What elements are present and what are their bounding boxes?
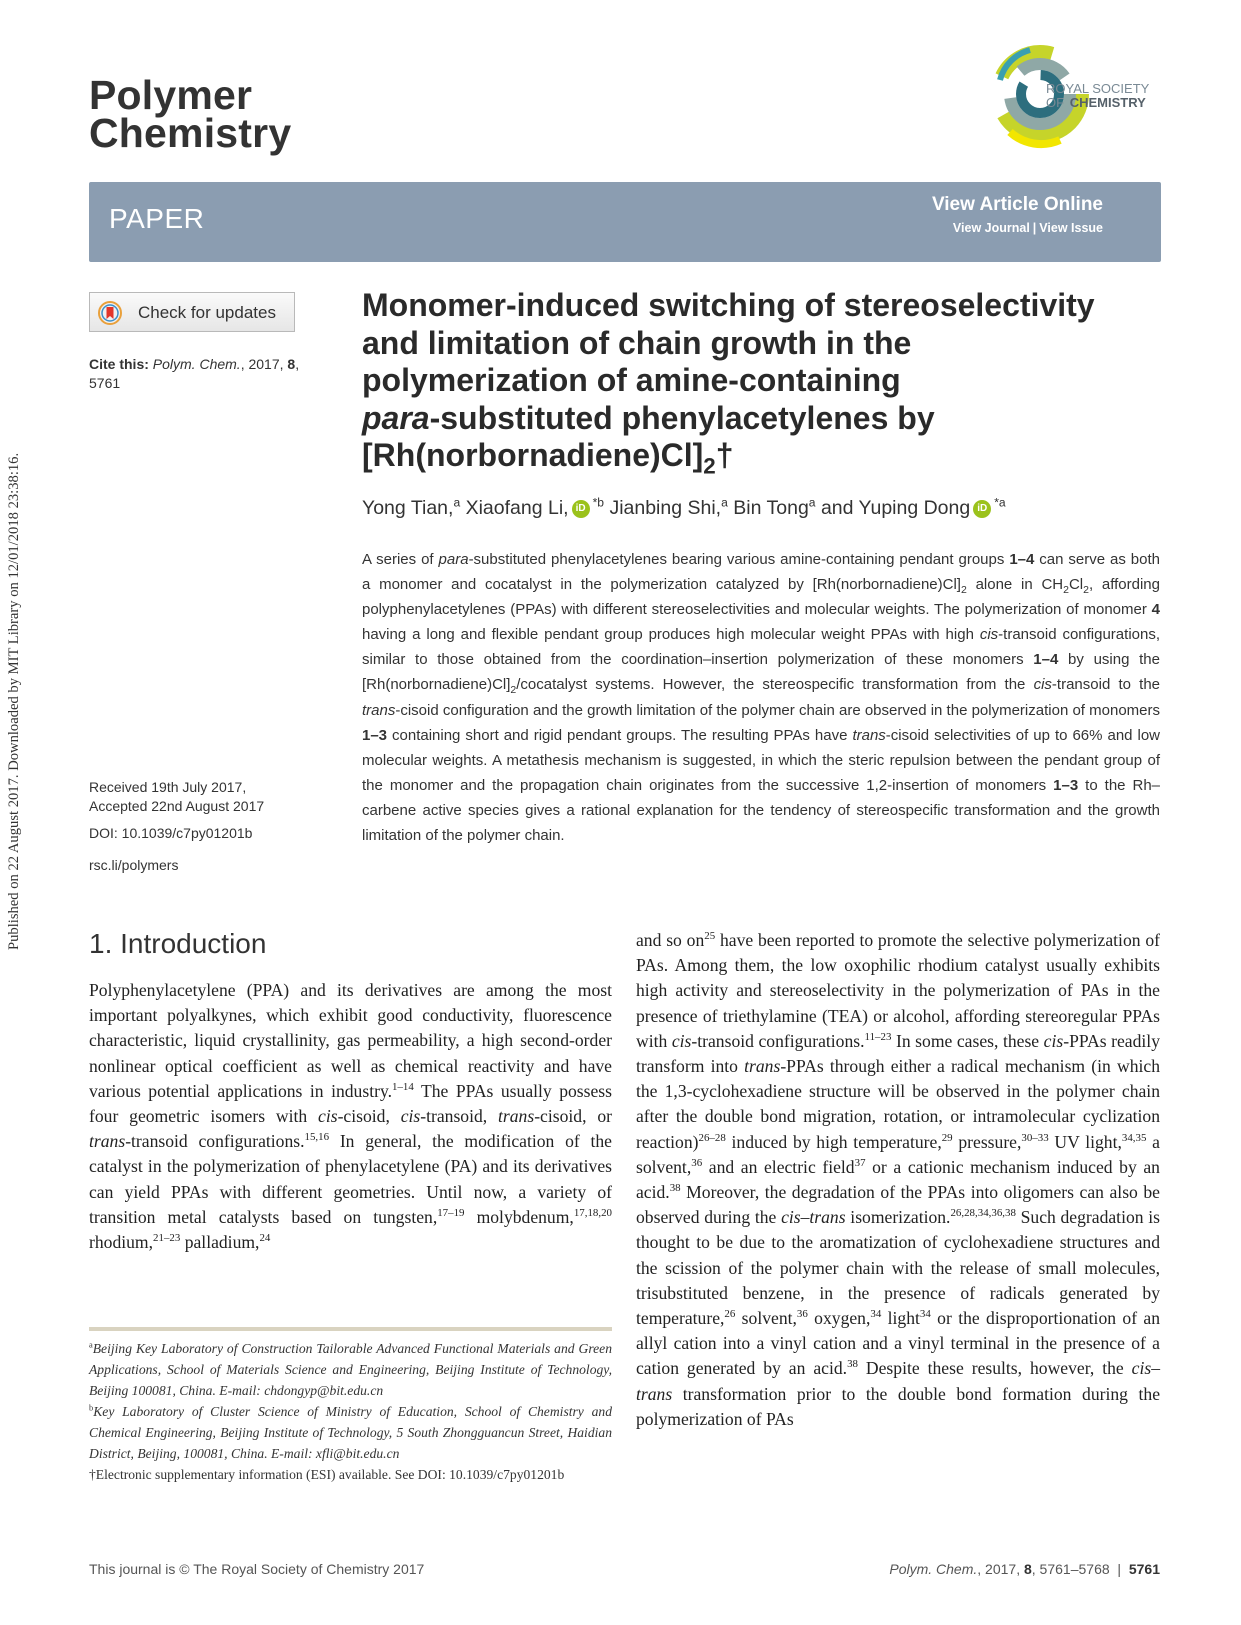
bookmark-update-icon (98, 301, 122, 325)
citation-ref[interactable]: 17–19 (437, 1206, 465, 1219)
cite-page: 5761 (89, 375, 121, 391)
citation-ref[interactable]: 29 (941, 1131, 953, 1144)
journal-short-link[interactable]: rsc.li/polymers (89, 857, 179, 873)
journal-issue-links (953, 221, 1103, 235)
rsc-logo[interactable] (990, 40, 1160, 150)
citation-ref[interactable]: 21–23 (153, 1232, 181, 1245)
page-footer-citation (889, 1561, 1160, 1577)
footnote-mark: a (89, 1339, 93, 1350)
page-number: 5761 (1128, 1561, 1160, 1577)
author-name: Bin Tong (733, 497, 809, 519)
title-line1: Monomer-induced switching of stereoselectivity (362, 287, 1095, 323)
affiliation-mark: *a (994, 495, 1006, 510)
title-italic: para (362, 399, 430, 436)
journal-name-line1: Polymer (89, 72, 253, 118)
footnote-mark: b (89, 1402, 94, 1413)
copyright-footer: This journal is © The Royal Society of Chemistry 2017 (89, 1561, 425, 1577)
footnote-divider (89, 1327, 612, 1331)
citation-ref[interactable]: 11–23 (864, 1030, 892, 1043)
title-line4 (362, 400, 1162, 438)
citation-ref[interactable]: 36 (691, 1156, 703, 1169)
footnotes (89, 1338, 612, 1485)
citation-ref[interactable]: 26–28 (698, 1131, 726, 1144)
citation-ref[interactable]: 17,18,20 (573, 1206, 612, 1219)
citation-ref[interactable]: 36 (796, 1308, 808, 1321)
article-type-label: PAPER (109, 203, 205, 234)
logo-text-line3: CHEMISTRY (1069, 95, 1146, 110)
affiliation-mark: a (453, 495, 461, 510)
citation-ref[interactable]: 24 (259, 1232, 271, 1245)
citation-ref[interactable]: 15,16 (304, 1131, 330, 1144)
title-dagger: † (715, 437, 734, 473)
citation-ref[interactable]: 26,28,34,36,38 (950, 1207, 1016, 1220)
download-stamp: Published on 22 August 2017. Downloaded by MIT Library on 12/01/2018 23:38:16. (6, 452, 22, 950)
cite-journal: Polym. Chem. (152, 356, 241, 372)
author-name: and Yuping Dong (820, 497, 971, 519)
abstract: A series of para-substituted phenylacetylenes bearing various amine-containing pendant groups 1–4 can serve as both a monomer and cocatalyst in the polymerization catalyzed by $[Rh(norbornadiene)Cl]_2$ alone in $CH_2Cl_2$, affording polyphenylacetylenes (PPAs) with different stereoselectivities and molecular weights. The polymerization of monomer 4 having a long and flexible pendant group produces high molecular weight PPAs with high cis-transoid configurations, similar to those obtained from the coordination–insertion polymerization of these monomers 1–4 by using the $[Rh(norbornadiene)Cl]_2$/cocatalyst systems. However, the stereospecific transformation from the cis-transoid to the trans-cisoid configuration and the growth limitation of the polymer chain are observed in the polymerization of monomers 1–3 containing short and rigid pendant groups. The resulting PPAs have trans-cisoid selectivities of up to 66% and low molecular weights. A metathesis mechanism is suggested, in which the steric repulsion between the pendant group of the monomer and the propagation chain originates from the successive 1,2-insertion of monomers 1–3 to the Rh–carbene active species gives a rational explanation for the tendency of stereospecific transformation and the growth limitation of the polymer chain. (362, 551, 1161, 845)
history-dates (89, 778, 329, 816)
journal-name[interactable] (89, 72, 292, 156)
citation-ref[interactable]: 34 (919, 1308, 931, 1321)
citation-ref[interactable]: 26 (724, 1308, 736, 1321)
section-heading-introduction: 1. Introduction (89, 928, 267, 959)
doi[interactable]: DOI: 10.1039/c7py01201b (89, 825, 253, 841)
title-line5-text: [Rh(norbornadiene)Cl] (362, 437, 704, 473)
citation-ref[interactable]: 30–33 (1021, 1131, 1049, 1144)
logo-text-line2: OF (1046, 95, 1065, 110)
check-for-updates-button[interactable] (89, 292, 295, 332)
body-text-left-column: Polyphenylacetylene (PPA) and its derivatives are among the most important polyalkynes, which exhibit good conductivity, fluorescence characteristic, liquid crystallinity, gas permeability, a high second-order nonlinear optical coefficient as well as chemical reactivity and have various potential applications in industry.$^{1-14}$ The PPAs usually possess four geometric isomers with cis-cisoid, cis-transoid, trans-cisoid, or trans-transoid configurations.$^{15,16}$ In general, the modification of the catalyst in the polymerization of phenylacetylene (PA) and its derivatives can yield PPAs with different geometries. Until now, a variety of transition metal catalysts based on tungsten,$^{17-19}$ molybdenum,$^{17,18,20}$ rhodium,$^{21-23}$ palladium,$^{24}$ (89, 980, 613, 1253)
affiliation-a-text: Beijing Key Laboratory of Construction Tailorable Advanced Functional Materials and Green Applications, School of Materials Science and Engineering, Beijing Institute of Technology, Beijing 100081, China. E-mail: chdongyp@bit.edu.cn (89, 1341, 612, 1398)
affiliation-mark: *b (592, 495, 605, 510)
citation-ref[interactable]: 1–14 (392, 1080, 414, 1093)
esi-note: †Electronic supplementary information (ESI) available. See DOI: 10.1039/c7py01201b (89, 1467, 565, 1482)
footer-pages: , 5761–5768 (1031, 1561, 1110, 1577)
view-journal-link[interactable]: View Journal (952, 221, 1030, 235)
citation-ref[interactable]: 34 (870, 1308, 882, 1321)
article-type-banner (89, 182, 1161, 262)
article-title (362, 287, 1162, 479)
author-name: Yong Tian, (362, 497, 454, 519)
orcid-icon[interactable]: iD (572, 500, 590, 518)
received-date: Received 19th July 2017, (89, 779, 247, 795)
citation-ref[interactable]: 38 (669, 1182, 681, 1195)
accepted-date: Accepted 22nd August 2017 (89, 798, 265, 814)
citation-ref[interactable]: 38 (847, 1358, 858, 1371)
title-line3: polymerization of amine-containing (362, 362, 901, 398)
citation-info (89, 355, 329, 393)
cite-year: , 2017, (240, 356, 288, 372)
cite-separator: , (295, 356, 300, 372)
title-subscript: 2 (703, 453, 716, 479)
title-line2: and limitation of chain growth in the (362, 324, 912, 361)
citation-ref[interactable]: 37 (854, 1156, 866, 1169)
author-name: Jianbing Shi, (609, 497, 722, 519)
cite-label: Cite this: (89, 356, 149, 372)
footer-journal: Polym. Chem. (889, 1561, 978, 1577)
title-line5 (362, 437, 1162, 479)
body-text-right-column: and so $on^{25}$ have been reported to promote the selective polymerization of PAs. Among them, the low oxophilic rhodium catalyst usually exhibits high activity and stereoselectivity in the polymerization of PAs in the presence of triethylamine (TEA) or alcohol, affording stereoregular PPAs with cis-transoid configurations.$^{11-23}$ In some cases, these cis-PPAs readily transform into trans-PPAs through either a radical mechanism (in which the 1,3-cyclohexadiene structure will be observed in the polymer chain after the double bond migration, rotation, or intramolecular cyclization reaction)$^{26-28}$ induced by high temperature,$^{29}$ pressure,$^{30-33}$ UV light,$^{34,35}$ a solvent,$^{36}$ and an electric field$^{37}$ or a cationic mechanism induced by an acid.$^{38}$ Moreover, the degradation of the PPAs into oligomers can also be observed during the cis–trans isomerization.$^{26,28,34,36,38}$ Such degradation is thought to be due to the aromatization of cyclohexadiene structures and the scission of the polymer chain with the release of small molecules, trisubstituted benzene, in the presence of radicals generated by temperature,$^{26}$ solvent,$^{36}$ oxygen,$^{34}$ light$^{34}$ or the disproportionation of an allyl cation into a vinyl cation and a vinyl terminal in the presence of a cation generated by an acid.$^{38}$ Despite these results, however, the cis–trans transformation prior to the double bond formation during the polymerization of PAs (636, 930, 1161, 1429)
affiliation-mark: a (808, 495, 816, 510)
view-issue-link[interactable]: View Issue (1039, 221, 1103, 235)
author-name: Xiaofang Li, (465, 497, 569, 519)
orcid-icon[interactable]: iD (973, 500, 991, 518)
logo-text-line1: ROYAL SOCIETY (1046, 81, 1150, 96)
cite-volume: 8 (287, 356, 296, 372)
affiliation-mark: a (721, 495, 728, 510)
affiliation-b (89, 1401, 612, 1464)
affiliation-a (89, 1338, 612, 1401)
author-list (362, 497, 1162, 520)
footer-separator: | (1117, 1561, 1122, 1577)
citation-ref[interactable]: 34,35 (1121, 1131, 1147, 1144)
title-line4-rest: -substituted phenylacetylenes by (429, 399, 935, 436)
link-separator: | (1032, 221, 1037, 235)
journal-name-line2: Chemistry (89, 110, 292, 156)
footer-year: , 2017, (977, 1561, 1024, 1577)
svg-text:OF CHEMISTRY (1046, 95, 1146, 110)
affiliation-b-text: Key Laboratory of Cluster Science of Ministry of Education, School of Chemistry and Chemical Engineering, Beijing Institute of Technology, 5 South Zhongguancun Street, Haidian District, Beijing, 100081, China. E-mail: xfli@bit.edu.cn (89, 1404, 612, 1461)
check-for-updates-label: Check for updates (138, 303, 276, 322)
citation-ref[interactable]: 25 (704, 930, 716, 943)
footer-volume: 8 (1023, 1561, 1032, 1577)
view-article-online-link[interactable]: View Article Online (931, 194, 1103, 215)
